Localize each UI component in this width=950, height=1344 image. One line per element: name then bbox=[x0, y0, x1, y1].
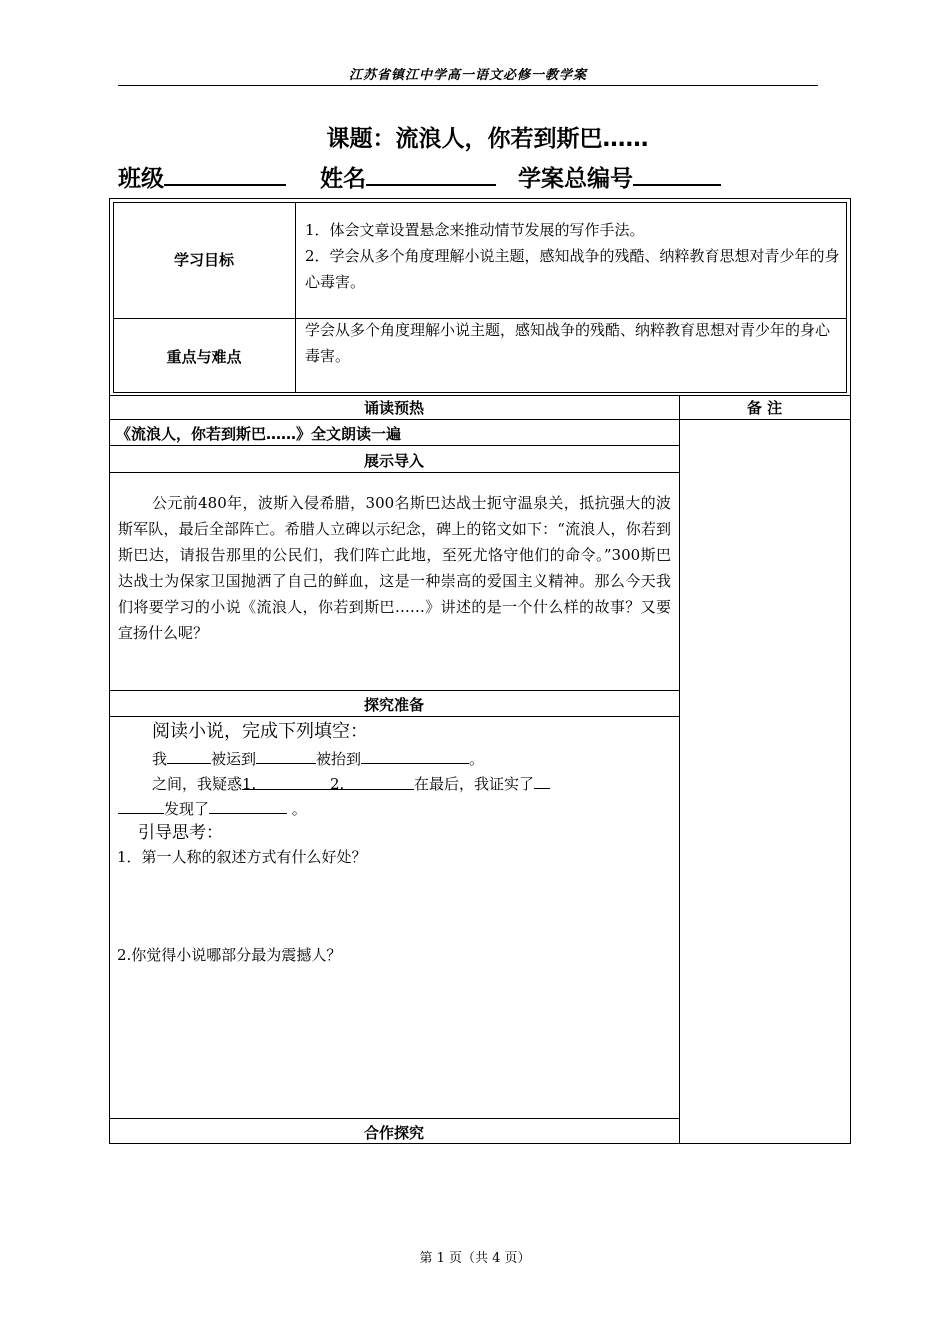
recite-heading: 诵读预热 bbox=[363, 399, 424, 417]
grid-line bbox=[109, 395, 851, 396]
explore-heading: 探究准备 bbox=[363, 696, 424, 714]
fill-line-1 bbox=[152, 746, 484, 771]
class-label: 班级 bbox=[118, 166, 164, 192]
school-header: 江苏省镇江中学高一语文必修一教学案 bbox=[348, 68, 587, 83]
grid-line bbox=[113, 202, 847, 203]
fill-text: 。 bbox=[287, 800, 307, 818]
intro-heading: 展示导入 bbox=[363, 452, 424, 470]
name-blank[interactable] bbox=[366, 162, 496, 186]
class-field bbox=[118, 160, 286, 193]
name-field bbox=[320, 160, 496, 193]
grid-line bbox=[850, 198, 851, 1144]
grid-line bbox=[679, 395, 680, 1144]
grid-line bbox=[109, 419, 851, 420]
recite-text: 《流浪人，你若到斯巴……》全文朗读一遍 bbox=[116, 425, 402, 443]
serial-blank[interactable] bbox=[633, 162, 721, 186]
grid-line bbox=[109, 445, 679, 446]
fill-text: 发现了 bbox=[164, 800, 210, 818]
fill-blank[interactable] bbox=[330, 772, 414, 793]
lesson-title: 课题：流浪人，你若到斯巴…… bbox=[326, 126, 649, 152]
objectives-text bbox=[305, 217, 843, 295]
class-blank[interactable] bbox=[164, 162, 286, 186]
fill-line-3 bbox=[118, 796, 307, 821]
fill-text: 在最后，我证实了 bbox=[414, 775, 535, 793]
grid-line bbox=[109, 1143, 851, 1144]
key-points-text: 学会从多个角度理解小说主题，感知战争的残酷、纳粹教育思想对青少年的身心毒害。 bbox=[305, 321, 831, 365]
fill-text: 被抬到 bbox=[316, 750, 362, 768]
objectives-label: 学习目标 bbox=[173, 251, 234, 269]
grid-line bbox=[109, 198, 110, 1144]
grid-line bbox=[846, 202, 847, 392]
fill-blank[interactable] bbox=[256, 746, 316, 764]
fill-blank[interactable] bbox=[209, 796, 287, 814]
question-2: 2.你觉得小说哪部分最为震撼人？ bbox=[117, 946, 342, 964]
fill-blank[interactable] bbox=[118, 796, 164, 814]
name-label: 姓名 bbox=[320, 166, 366, 192]
fill-text: 。 bbox=[469, 750, 485, 768]
grid-line bbox=[109, 1118, 679, 1119]
fill-text: 之间，我疑惑 bbox=[152, 775, 243, 793]
guide-heading: 引导思考： bbox=[138, 823, 223, 843]
fill-line-2 bbox=[152, 771, 550, 796]
page-footer: 第 1 页（共 4 页） bbox=[419, 1251, 531, 1266]
grid-line bbox=[109, 472, 679, 473]
fill-blank[interactable] bbox=[242, 772, 330, 793]
fill-number: 2. bbox=[330, 775, 345, 793]
fill-blank[interactable] bbox=[361, 746, 469, 764]
fill-number: 1. bbox=[242, 775, 257, 793]
fill-blank[interactable] bbox=[167, 746, 211, 764]
serial-label: 学案总编号 bbox=[518, 166, 633, 192]
fill-text: 被运到 bbox=[211, 750, 257, 768]
question-1: 1．第一人称的叙述方式有什么好处？ bbox=[117, 848, 367, 866]
objective-1: 1．体会文章设置悬念来推动情节发展的写作手法。 bbox=[305, 221, 645, 239]
serial-field bbox=[518, 160, 721, 193]
objective-2: 2．学会从多个角度理解小说主题，感知战争的残酷、纳粹教育思想对青少年的身心毒害。 bbox=[305, 247, 840, 291]
grid-line bbox=[109, 198, 851, 199]
fill-text: 我 bbox=[152, 750, 168, 768]
header-rule bbox=[118, 85, 818, 86]
key-points-label: 重点与难点 bbox=[166, 348, 242, 366]
fill-blank[interactable] bbox=[534, 771, 550, 789]
notes-heading: 备 注 bbox=[746, 399, 783, 417]
fill-intro: 阅读小说，完成下列填空： bbox=[152, 721, 368, 742]
grid-line bbox=[109, 690, 679, 691]
grid-line bbox=[109, 716, 679, 717]
grid-line bbox=[113, 392, 847, 393]
coop-heading: 合作探究 bbox=[363, 1124, 424, 1142]
intro-paragraph: 公元前480年，波斯入侵希腊，300名斯巴达战士扼守温泉关，抵抗强大的波斯军队，最后全部阵亡。希腊人立碑以示纪念，碑上的铭文如下：“流浪人，你若到斯巴达，请报告那里的公民们，我们阵亡此地，至死尤恪守他们的命令。”300斯巴达战士为保家卫国抛洒了自己的鲜血，这是一种崇高的爱国主义精神。那么今天我们将要学习的小说《流浪人，你若到斯巴……》讲述的是一个什么样的故事？又要宣扬什么呢？ bbox=[118, 494, 671, 642]
grid-line bbox=[295, 202, 296, 392]
